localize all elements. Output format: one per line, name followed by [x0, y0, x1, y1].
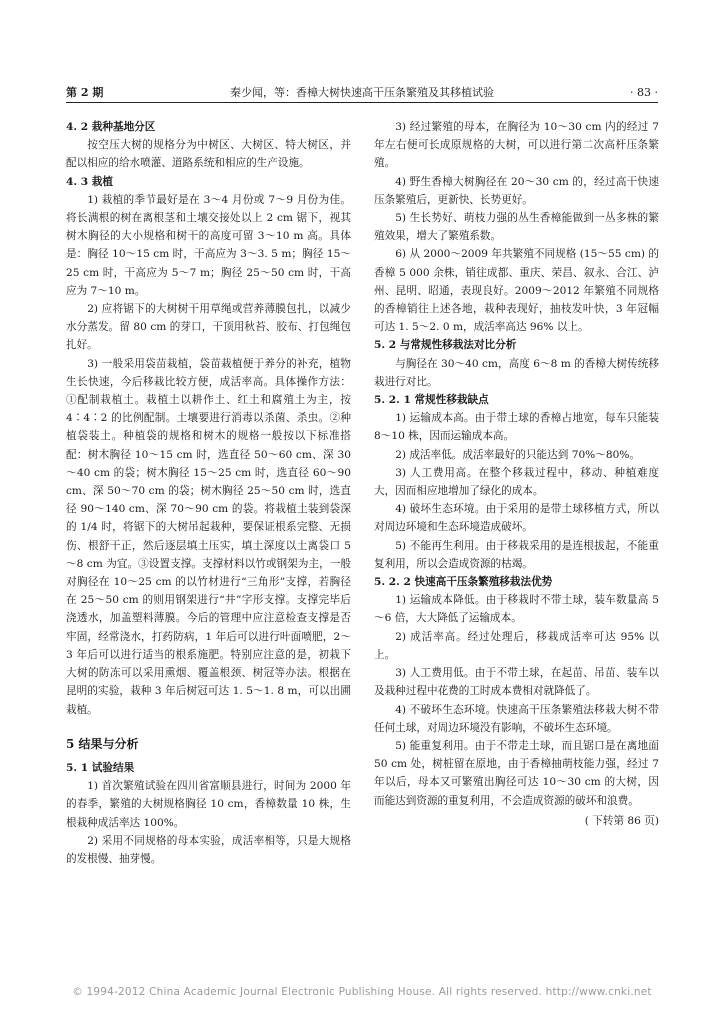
paragraph: 6) 从 2000～2009 年共繁殖不同规格 (15～55 cm) 的香樟 5 000 余株，销往成都、重庆、荣昌、叙永、合江、泸州、昆明、昭通，表现良好。2009～2012 年繁殖不同规格的香樟销往上述各地，栽种表现好，抽枝发叶快，3 年冠幅可达 1. 5～2. 0 m，成活率高达 96% 以上。	[374, 248, 659, 334]
paragraph: 4) 不破坏生态环境。快速高干压条繁殖法移栽大树不带任何土球，对周边环境没有影响，不破坏生态环境。	[374, 703, 659, 734]
section-heading: 5. 2. 2 快速高干压条繁殖移栽法优势	[374, 576, 553, 589]
right-column	[374, 118, 659, 830]
section-heading: 5. 1 试验结果	[66, 761, 135, 774]
paragraph: 1) 首次繁殖试验在四川省富顺县进行，时间为 2000 年的春季，繁殖的大树规格胸径 10 cm，香樟数量 10 株，生根栽种成活率达 100%。	[66, 780, 351, 829]
paragraph: 4) 野生香樟大树胸径在 20～30 cm 的，经过高干快速压条繁殖后，更新快、长势更好。	[374, 175, 659, 206]
paragraph: 2) 成活率低。成活率最好的只能达到 70%～80%。	[395, 448, 640, 461]
paragraph: 1) 栽植的季节最好是在 3～4 月份或 7～9 月份为佳。将长满根的树在离根茎和土壤交接处以上 2 cm 锯下，视其树木胸径的大小规格和树干的高度可留 3～10 m 高。具体是：胸径 10～15 cm 时，干高应为 3～3. 5 m；胸径 15～25 cm 时，干高应为 5～7 m；胸径 25～50 cm 时，干高应为 7～10 m。	[66, 193, 351, 297]
running-header	[66, 84, 658, 103]
copyright-footer: © 1994-2012 China Academic Journal Electronic Publishing House. All rights reserved. http://www.cnki.net	[72, 986, 652, 998]
running-title: 秦少闻，等：香樟大树快速高干压条繁殖及其移植试验	[230, 86, 494, 99]
paragraph: 3) 经过繁殖的母本，在胸径为 10～30 cm 内的经过 7 年左右便可长成原规格的大树，可以进行第二次高杆压条繁殖。	[374, 121, 659, 170]
paragraph: 2) 应将锯下的大树树干用草绳或营养薄膜包扎，以减少水分蒸发。留 80 cm 的芽口，干顶用秋苔、胶布、打包绳包扎好。	[66, 303, 351, 352]
chapter-heading: 5 结果与分析	[66, 736, 139, 751]
paragraph: 5) 能重复利用。由于不带走土球，而且锯口是在离地面 50 cm 处，树桩留在原地，由于香樟抽萌枝能力强，经过 7 年以后，母本又可繁殖出胸径可达 10～30 cm 的大树，因而能达到资源的重复利用，不会造成资源的破坏和浪费。	[374, 739, 659, 807]
section-heading: 4. 2 栽种基地分区	[66, 121, 156, 133]
paragraph: 4) 破坏生态环境。由于采用的是带土球移植方式，所以对周边环境和生态环境造成破坏。	[374, 503, 659, 534]
paragraph: 5) 不能再生利用。由于移栽采用的是连根拔起，不能重复利用，所以会造成资源的枯竭。	[374, 539, 659, 570]
paragraph: 3) 一般采用袋苗栽植，袋苗栽植便于养分的补充，植物生长快速，今后移栽比较方便，成活率高。具体操作方法：①配制栽植土。栽植土以耕作土、红土和腐殖土为主，按 4∶4∶2 的比例配制。土壤要进行消毒以杀菌、杀虫。②种植袋装土。种植袋的规格和树木的规格一般按以下标准搭配：树木胸径 10～15 cm 时，选直径 50～60 cm、深 30～40 cm 的袋；树木胸径 15～25 cm 时，选直径 60～90 cm、深 50～70 cm 的袋；树木胸径 25～50 cm 时，选直径 90～140 cm、深 70～90 cm 的袋。将栽植土装到袋深的 1/4 时，将锯下的大树吊起栽种，要保证根系完整、无损伤、根舒干正，然后逐层填土压实，填土深度以土离袋口 5～8 cm 为宜。③设置支撑。支撑材料以竹或钢架为主，一般对胸径在 10～25 cm 的以竹材进行“三角形”支撑，若胸径在 25～50 cm 的则用钢架进行“井”字形支撑。支撑完毕后浇透水，加盖塑料薄膜。今后的管理中应注意检查支撑是否牢固，经常浇水，打药防病，1 年后可以进行叶面喷肥，2～3 年后可以进行适当的根系施肥。特别应注意的是，初栽下大树的防冻可以采用熏烟、覆盖根颈、树冠等办法。根据在昆明的实验，栽种 3 年后树冠可达 1. 5～1. 8 m，可以出圃栽植。	[66, 357, 351, 716]
paragraph: 与胸径在 30～40 cm，高度 6～8 m 的香樟大树传统移栽进行对比。	[374, 357, 659, 388]
section-heading: 5. 2 与常规性移栽法对比分析	[374, 339, 517, 352]
paragraph: 2) 成活率高。经过处理后，移栽成活率可达 95% 以上。	[374, 630, 659, 661]
paragraph: 按空压大树的规格分为中树区、大树区、特大树区，并配以相应的给水喷灌、道路系统和相应的生产设施。	[66, 139, 351, 170]
paragraph: 3) 人工费用高。在整个移栽过程中，移动、种植难度大，因而相应地增加了绿化的成本。	[374, 466, 659, 498]
paragraph: 1) 运输成本高。由于带土球的香樟占地宽，每车只能装 8～10 株，因而运输成本高。	[374, 412, 659, 443]
issue-number: 第 2 期	[66, 86, 104, 99]
paragraph: 3) 人工费用低。由于不带土球，在起苗、吊苗、装车以及栽种过程中花费的工时成本费相对就降低了。	[374, 667, 659, 698]
section-heading: 5. 2. 1 常规性移栽缺点	[374, 394, 489, 407]
paragraph: 2) 采用不同规格的母本实验，成活率相等，只是大规格的发根慢、抽芽慢。	[66, 834, 351, 865]
page-number: · 83 ·	[630, 86, 658, 99]
left-column	[66, 118, 351, 868]
section-heading: 4. 3 栽植	[66, 175, 113, 188]
paragraph: 1) 运输成本降低。由于移栽时不带土球，装车数量高 5～6 倍，大大降低了运输成本。	[374, 594, 659, 625]
paragraph: 5) 生长势好、萌枝力强的丛生香樟能做到一丛多株的繁殖效果，增大了繁殖系数。	[374, 212, 659, 243]
continued-note: ( 下转第 86 页)	[584, 814, 659, 827]
